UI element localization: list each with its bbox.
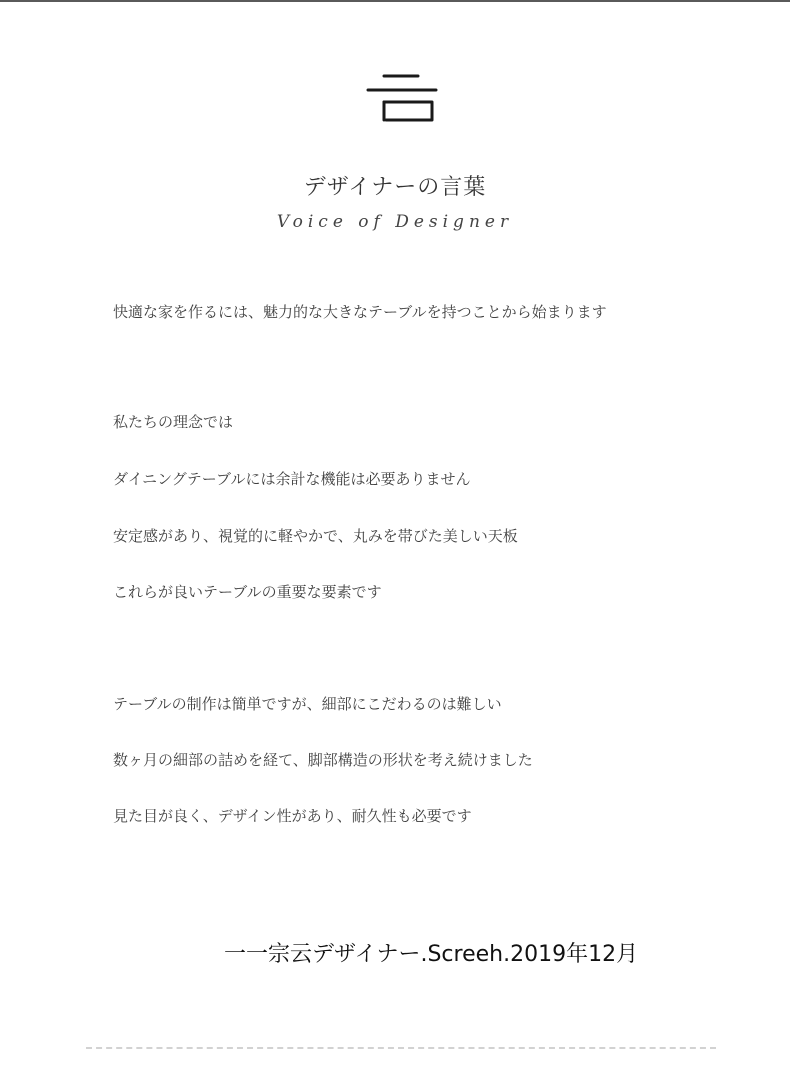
paragraph-line: 私たちの理念では	[113, 413, 234, 431]
paragraph-line: 見た目が良く、デザイン性があり、耐久性も必要です	[113, 807, 472, 825]
dashed-divider	[86, 1047, 716, 1049]
paragraph-line: これらが良いテーブルの重要な要素です	[113, 583, 382, 601]
paragraph-line: 快適な家を作るには、魅力的な大きなテーブルを持つことから始まります	[113, 303, 607, 321]
stylized-character-logo-icon	[366, 68, 438, 128]
paragraph-line: 安定感があり、視覚的に軽やかで、丸みを帯びた美しい天板	[113, 527, 518, 545]
designer-signature: 一一宗云デザイナー.Screeh.2019年12月	[224, 942, 639, 967]
paragraph-line: ダイニングテーブルには余計な機能は必要ありません	[113, 470, 471, 488]
top-border-line	[0, 0, 790, 2]
page-subtitle: Voice of Designer	[276, 212, 514, 232]
paragraph-line: テーブルの制作は簡単ですが、細部にこだわるのは難しい	[113, 695, 502, 713]
page-title: デザイナーの言葉	[303, 175, 487, 200]
paragraph-line: 数ヶ月の細部の詰めを経て、脚部構造の形状を考え続けました	[113, 751, 533, 769]
